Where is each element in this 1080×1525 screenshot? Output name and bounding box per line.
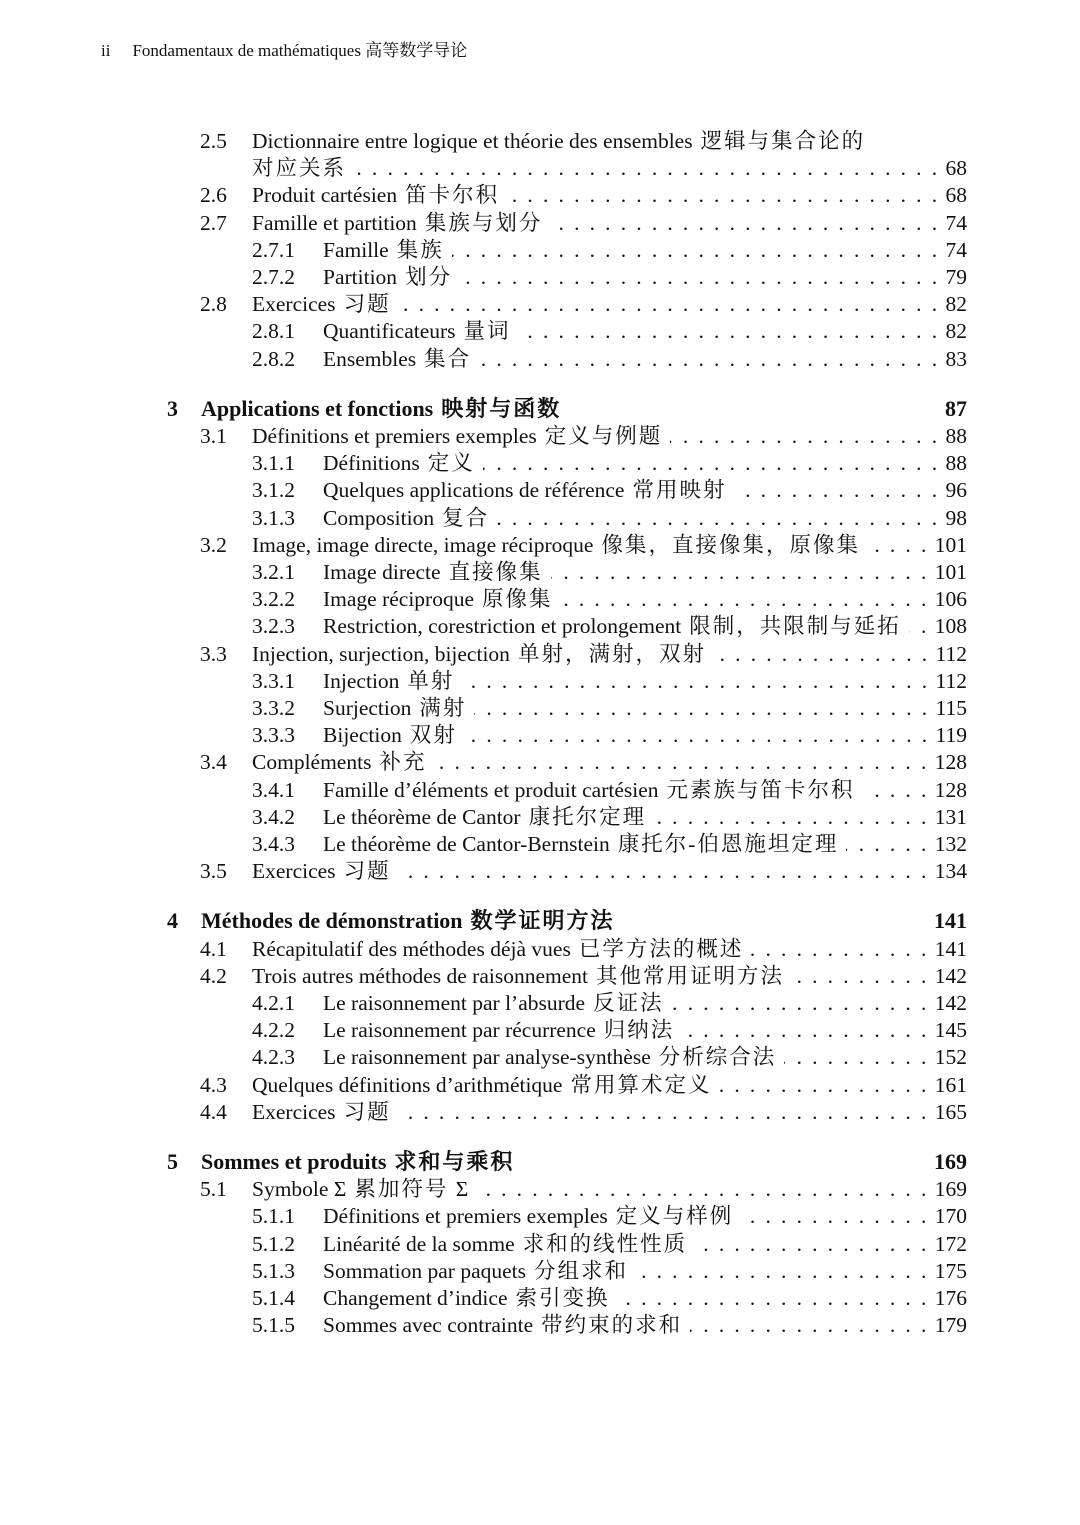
- toc-entry-page: 112: [935, 668, 967, 693]
- toc-entry-page: 88: [945, 451, 967, 476]
- toc-dot-leader: [497, 506, 939, 530]
- toc-dot-leader: [479, 347, 939, 371]
- toc-dot-leader: [399, 1100, 929, 1124]
- toc-entry-page: 161: [934, 1072, 967, 1097]
- toc-entry-title-fr: Exercices: [252, 859, 336, 884]
- toc-entry-title: [201, 1150, 514, 1174]
- toc-entry-title: [252, 292, 391, 316]
- toc-entry-title-fr: Récapitulatif des méthodes déjà vues: [252, 936, 571, 961]
- toc-entry-title: [252, 642, 706, 666]
- toc-entry-title-fr: Le raisonnement par récurrence: [323, 1018, 596, 1043]
- toc-entry-page: 145: [934, 1018, 967, 1043]
- toc-entry-page: 176: [934, 1286, 967, 1310]
- toc-entry-title: [323, 778, 855, 802]
- toc-entry-number: 2.7.1: [252, 237, 295, 262]
- toc-entry-title-fr: Sommes et produits: [201, 1149, 387, 1174]
- toc-entry-title-fr: Le théorème de Cantor-Bernstein: [323, 832, 610, 856]
- toc-entry-title-cn: 带约束的求和: [541, 1313, 683, 1338]
- toc-entry-number: 2.6: [200, 183, 227, 208]
- toc-entry[interactable]: [200, 1097, 967, 1124]
- toc-entry-title: [201, 909, 615, 933]
- toc-entry-number: 3.2.3: [252, 614, 295, 639]
- toc-entry-title-fr: Restriction, corestriction et prolongement: [323, 614, 682, 639]
- toc-entry-title: [323, 991, 664, 1015]
- toc-entry-title: [252, 937, 743, 961]
- toc-entry-number: 3.1.1: [252, 451, 295, 476]
- toc-entry-title-cn: 单射: [407, 668, 455, 693]
- toc-entry-page: 142: [934, 991, 967, 1015]
- toc-dot-leader: [846, 832, 928, 856]
- toc-entry-title-cn: 定义: [427, 451, 475, 476]
- toc-entry-title-fr: Surjection: [323, 696, 412, 720]
- toc-dot-leader: [654, 805, 929, 829]
- toc-entry-page: 112: [935, 641, 967, 666]
- toc-entry-title-cn: 映射与函数: [441, 395, 562, 421]
- toc-dot-leader: [474, 696, 929, 720]
- toc-entry-number: 4.1: [200, 936, 227, 961]
- toc-entry[interactable]: [200, 639, 967, 666]
- toc-entry-title: [323, 832, 838, 856]
- toc-entry-title: [323, 614, 901, 638]
- toc-entry-page: 79: [945, 265, 967, 289]
- toc-entry-title-fr: Quelques applications de référence: [323, 478, 625, 503]
- toc-entry[interactable]: [252, 1042, 967, 1069]
- toc-entry[interactable]: [252, 503, 967, 530]
- toc-entry[interactable]: [252, 802, 967, 829]
- toc-entry-title-cn: 累加符号 Σ: [354, 1177, 471, 1202]
- toc-entry-title-fr: Bijection: [323, 723, 402, 748]
- toc-entry-title-fr: Trois autres méthodes de raisonnement: [252, 963, 588, 988]
- header-page-number: ii: [101, 41, 111, 60]
- toc-entry-title: [323, 723, 457, 747]
- toc-dot-leader: [354, 156, 939, 180]
- toc-entry[interactable]: [252, 262, 967, 289]
- toc-entry-title-cn: 逻辑与集合论的: [700, 129, 866, 153]
- toc-dot-leader: [672, 991, 929, 1015]
- toc-entry-title-fr: Ensembles: [323, 346, 417, 371]
- toc-dot-leader: [863, 778, 929, 802]
- toc-entry-page: 96: [945, 478, 967, 503]
- toc-entry-number: 3.4.1: [252, 777, 295, 802]
- toc-entry-number: 3.5: [200, 859, 227, 884]
- toc-entry-title-cn: 元素族与笛卡尔积: [666, 777, 855, 802]
- toc-entry-title: [323, 805, 646, 829]
- toc-entry-number: 2.8.2: [252, 346, 295, 371]
- toc-entry[interactable]: [252, 344, 967, 371]
- toc-entry-title-fr: Partition: [323, 265, 398, 289]
- toc-entry-title: [323, 1045, 776, 1069]
- toc-entry-title: [252, 750, 426, 774]
- toc-entry-title: [323, 319, 511, 343]
- toc-entry-title-fr: Définitions et premiers exemples: [323, 1204, 608, 1229]
- toc-entry-page: 142: [934, 963, 967, 988]
- toc-entry-title-fr: Image réciproque: [323, 587, 475, 612]
- toc-dot-leader: [460, 265, 939, 289]
- toc-entry-title: [252, 533, 860, 557]
- toc-entry-title: [323, 265, 452, 289]
- toc-entry-title-fr: Dictionnaire entre logique et théorie des ensembles: [252, 129, 693, 153]
- toc-entry-number: 3: [167, 395, 178, 421]
- toc-entry-title-cn: 求和与乘积: [394, 1149, 515, 1174]
- toc-entry-number: 5.1: [200, 1177, 227, 1202]
- toc-dot-leader: [618, 1286, 929, 1310]
- toc-entry-page: 83: [945, 346, 967, 371]
- toc-entry[interactable]: [200, 208, 967, 235]
- toc-dot-leader: [690, 1313, 929, 1337]
- toc-entry-title-cn: 集族: [396, 237, 444, 262]
- toc-dot-leader: [551, 560, 929, 584]
- toc-entry-number: 5.1.5: [252, 1313, 295, 1338]
- toc-entry[interactable]: [252, 1256, 967, 1283]
- toc-dot-leader: [682, 1018, 928, 1042]
- toc-entry-title: [323, 238, 444, 262]
- toc-entry-page: 106: [934, 587, 967, 612]
- toc-entry-title-cn: 集合: [424, 346, 472, 371]
- toc-entry-title-fr: Exercices: [252, 292, 336, 317]
- toc-entry-title-cn: 常用映射: [632, 478, 727, 503]
- toc-entry-number: 3.1: [200, 424, 227, 448]
- toc-entry-number: 2.8.1: [252, 319, 295, 344]
- toc-entry[interactable]: [200, 289, 967, 316]
- toc-entry-title-fr: Quelques définitions d’arithmétique: [252, 1072, 563, 1097]
- toc-entry[interactable]: [200, 1070, 967, 1097]
- toc-entry-title: [323, 451, 475, 475]
- toc-dot-leader: [636, 1259, 929, 1283]
- toc-entry-title-cn: 康托尔-伯恩施坦定理: [617, 832, 839, 856]
- toc-entry-title-cn: 划分: [405, 265, 453, 289]
- toc-entry-title-cn: 原像集: [482, 587, 553, 612]
- toc-entry[interactable]: [252, 666, 967, 693]
- toc-entry[interactable]: [252, 720, 967, 747]
- toc-entry-title-fr: Image directe: [323, 560, 441, 584]
- header-running-title: Fondamentaux de mathématiques 高等数学导论: [132, 41, 468, 60]
- toc-entry[interactable]: [200, 530, 967, 557]
- toc-entry[interactable]: [252, 1229, 967, 1256]
- toc-entry-title-cn: 习题: [343, 1099, 391, 1124]
- toc-dot-leader: [478, 1177, 929, 1201]
- toc-entry-title-fr: Quantificateurs: [323, 319, 456, 344]
- toc-entry-number: 2.7: [200, 210, 227, 235]
- toc-entry-number: 4.2: [200, 963, 227, 988]
- toc-entry-page: 115: [935, 696, 967, 720]
- toc-entry[interactable]: [252, 693, 967, 720]
- toc-dot-leader: [792, 964, 929, 988]
- toc-entry-title-cn: 习题: [343, 292, 391, 317]
- toc-entry-title-cn: 量词: [463, 319, 511, 344]
- toc-entry-title: [323, 560, 543, 584]
- toc-entry-title-cn: 直接像集: [448, 560, 543, 584]
- toc-entry-title-fr: Linéarité de la somme: [323, 1231, 515, 1256]
- toc-dot-leader: [720, 1073, 929, 1097]
- toc-entry[interactable]: [200, 1174, 967, 1201]
- toc-entry-page: 87: [945, 395, 967, 421]
- toc-entry-number: 4.4: [200, 1099, 227, 1124]
- toc-entry-title: [323, 1204, 733, 1228]
- toc-entry-title: [323, 347, 471, 371]
- toc-entry-title-cn: 其他常用证明方法: [595, 963, 784, 988]
- toc-entry-page: 134: [934, 859, 967, 884]
- toc-entry-title: [323, 506, 489, 530]
- toc-entry-title-cn: 像集，直接像集，原像集: [601, 532, 860, 557]
- toc-dot-leader: [399, 292, 940, 316]
- toc-entry-page: 179: [934, 1313, 967, 1338]
- toc-entry-title-fr: Injection, surjection, bijection: [252, 641, 510, 666]
- toc-entry-page: 165: [934, 1099, 967, 1124]
- toc-entry-number: 3.3.2: [252, 696, 295, 720]
- toc-entry-title-cn: 康托尔定理: [528, 804, 647, 829]
- toc-entry-title: [323, 478, 726, 502]
- toc-entry-title-fr: Définitions et premiers exemples: [252, 424, 537, 448]
- toc-entry[interactable]: [252, 235, 967, 262]
- toc-dot-leader: [519, 319, 940, 343]
- toc-entry-title-fr: Compléments: [252, 750, 372, 775]
- toc-entry-number: 4.2.2: [252, 1018, 295, 1043]
- toc-entry-number: 4.2.3: [252, 1045, 295, 1070]
- toc-entry-title-fr: Famille d’éléments et produit cartésien: [323, 777, 659, 802]
- toc-entry[interactable]: [252, 153, 967, 180]
- toc-entry-page: 169: [934, 1149, 967, 1174]
- toc-entry[interactable]: [252, 988, 967, 1015]
- toc-entry-title-cn: 单射，满射，双射: [517, 641, 706, 666]
- toc-entry-page: 82: [945, 319, 967, 344]
- toc-dot-leader: [550, 211, 939, 235]
- toc-entry-page: 128: [934, 777, 967, 802]
- toc-entry[interactable]: [252, 611, 967, 638]
- toc-entry-title: [323, 587, 553, 611]
- toc-entry[interactable]: [252, 584, 967, 611]
- toc-entry-title: [252, 1073, 712, 1097]
- toc-entry-number: 5.1.3: [252, 1258, 295, 1283]
- toc-entry-title-fr: Famille: [323, 237, 389, 262]
- toc-entry-number: 3.2.1: [252, 560, 295, 584]
- toc-entry-title-cn: 笛卡尔积: [405, 183, 500, 208]
- toc-entry-number: 4: [167, 908, 178, 934]
- toc-dot-leader: [784, 1045, 928, 1069]
- toc-entry-title-cn: 归纳法: [603, 1018, 675, 1043]
- toc-dot-leader: [462, 669, 929, 693]
- toc-entry-title-fr: Applications et fonctions: [201, 395, 434, 421]
- toc-entry-number: 3.4: [200, 750, 227, 775]
- toc-dot-leader: [868, 533, 929, 557]
- toc-entry-page: 172: [934, 1231, 967, 1256]
- toc-entry-page: 141: [934, 936, 967, 961]
- toc-entry-title-cn: 定义与例题: [544, 424, 663, 448]
- toc-entry-number: 5.1.4: [252, 1286, 295, 1310]
- toc-entry[interactable]: [200, 961, 967, 988]
- toc-entry[interactable]: [200, 421, 967, 448]
- toc-entry-title-fr: Injection: [323, 668, 400, 693]
- toc-chapter-entry[interactable]: [167, 394, 967, 421]
- toc-entry-page: 68: [945, 183, 967, 208]
- toc-entry-title-cn: 复合: [442, 505, 490, 530]
- toc-dot-leader: [909, 614, 929, 638]
- toc-entry-number: 3.3.1: [252, 668, 295, 693]
- toc-entry-title-cn: 数学证明方法: [470, 908, 615, 934]
- toc-dot-leader: [670, 424, 939, 448]
- toc-entry-title-fr: Sommes avec contrainte: [323, 1313, 534, 1338]
- toc-entry-number: 2.5: [200, 129, 227, 153]
- toc-entry-number: 5.1.1: [252, 1204, 295, 1229]
- toc-entry-page: 88: [945, 424, 967, 448]
- toc-entry-page: 98: [945, 505, 967, 530]
- toc-entry-number: 3.2.2: [252, 587, 295, 612]
- toc-entry-number: 4.3: [200, 1072, 227, 1097]
- toc-entry-title-cn: 对应关系: [252, 156, 347, 181]
- toc-dot-leader: [452, 238, 940, 262]
- toc-entry-page: 82: [945, 292, 967, 317]
- toc-entry-number: 2.8: [200, 292, 227, 317]
- toc-entry-title: [323, 669, 454, 693]
- toc-entry-page: 119: [935, 723, 967, 748]
- toc-entry-title-fr: Changement d’indice: [323, 1286, 508, 1310]
- toc-entry-page: 131: [934, 804, 967, 829]
- toc-entry[interactable]: [200, 126, 967, 153]
- toc-entry-title-cn: 常用算术定义: [570, 1072, 712, 1097]
- toc-entry-title-fr: Composition: [323, 505, 435, 530]
- toc-entry-title-fr: Produit cartésien: [252, 183, 398, 208]
- toc-entry-page: 128: [934, 750, 967, 775]
- toc-entry-title: [252, 1177, 470, 1201]
- toc-dot-leader: [507, 183, 939, 207]
- toc-chapter-entry[interactable]: [167, 1147, 967, 1174]
- toc-entry-page: 175: [934, 1258, 967, 1283]
- toc-entry-title-cn: 分组求和: [534, 1258, 629, 1283]
- toc-entry-title: [252, 859, 391, 883]
- toc-entry-number: 3.1.3: [252, 505, 295, 530]
- toc-chapter-entry[interactable]: [167, 906, 967, 933]
- toc-entry[interactable]: [200, 856, 967, 883]
- toc-entry[interactable]: [252, 775, 967, 802]
- toc-dot-leader: [751, 937, 928, 961]
- toc-entry-page: 169: [934, 1177, 967, 1202]
- toc-entry[interactable]: [252, 1015, 967, 1042]
- toc-entry-title-cn: 满射: [419, 696, 467, 720]
- toc-entry-title-cn: 分析综合法: [658, 1045, 777, 1070]
- toc-entry-number: 3.3: [200, 641, 227, 666]
- toc-entry-number: 5.1.2: [252, 1231, 295, 1256]
- toc-entry-title-cn: 集族与划分: [424, 210, 543, 235]
- toc-entry-title: [323, 1232, 687, 1256]
- toc-entry-title-fr: Famille et partition: [252, 210, 417, 235]
- toc-entry-title-fr: Le théorème de Cantor: [323, 804, 521, 829]
- toc-entry-number: 5: [167, 1149, 178, 1174]
- toc-entry-title-cn: 限制，共限制与延拓: [689, 614, 901, 639]
- toc-entry[interactable]: [200, 180, 967, 207]
- toc-entry-title-cn: 习题: [343, 859, 391, 884]
- toc-entry-title-fr: Le raisonnement par l’absurde: [323, 991, 586, 1015]
- toc-entry-title-fr: Sommation par paquets: [323, 1258, 527, 1283]
- toc-entry-title: [323, 1286, 610, 1310]
- toc-entry-title: [323, 1018, 674, 1042]
- toc-entry-page: 141: [934, 908, 967, 934]
- toc-dot-leader: [734, 478, 939, 502]
- toc-dot-leader: [695, 1232, 929, 1256]
- toc-entry-title: [323, 1313, 682, 1337]
- toc-entry-title: [252, 1100, 391, 1124]
- toc-entry-title-cn: 已学方法的概述: [578, 936, 744, 961]
- toc-entry-title-cn: 反证法: [593, 991, 664, 1015]
- toc-dot-leader: [483, 451, 940, 475]
- toc-entry-title: [323, 1259, 628, 1283]
- toc-entry-title: [323, 696, 466, 720]
- toc-entry-title-cn: 定义与样例: [615, 1204, 734, 1229]
- toc-dot-leader: [714, 642, 930, 666]
- toc-entry-title: [252, 424, 662, 448]
- toc-entry[interactable]: [252, 448, 967, 475]
- toc-dot-leader: [741, 1204, 928, 1228]
- toc-entry-title-cn: 双射: [409, 723, 457, 748]
- toc-entry-title: [201, 397, 561, 421]
- toc-entry-title-fr: Le raisonnement par analyse-synthèse: [323, 1045, 651, 1070]
- toc-entry-title-fr: Méthodes de démonstration: [201, 908, 463, 934]
- toc-entry[interactable]: [252, 1283, 967, 1310]
- toc-entry-title: [252, 211, 542, 235]
- toc-entry-number: 3.4.2: [252, 804, 295, 829]
- toc-entry-page: 108: [934, 614, 967, 639]
- toc-entry-page: 170: [934, 1204, 967, 1229]
- toc-entry-title: [252, 964, 784, 988]
- toc-entry-page: 152: [934, 1045, 967, 1070]
- toc-entry[interactable]: [252, 1310, 967, 1337]
- toc-entry-number: 4.2.1: [252, 991, 295, 1015]
- toc-entry-page: 68: [945, 156, 967, 181]
- toc-entry-number: 3.2: [200, 532, 227, 557]
- toc-entry[interactable]: [252, 475, 967, 502]
- toc-entry-number: 2.7.2: [252, 265, 295, 289]
- toc-entry[interactable]: [252, 316, 967, 343]
- toc-entry-title: [252, 183, 499, 207]
- toc-entry[interactable]: [252, 1201, 967, 1228]
- toc-dot-leader: [434, 750, 928, 774]
- toc-entry[interactable]: [200, 934, 967, 961]
- toc-entry[interactable]: [252, 829, 967, 856]
- toc-entry-title: [252, 156, 346, 180]
- toc-dot-leader: [561, 587, 929, 611]
- toc-entry-title-cn: 补充: [379, 750, 427, 775]
- toc-dot-leader: [399, 859, 929, 883]
- toc-entry-title-fr: Définitions: [323, 451, 420, 476]
- toc-entry-page: 132: [934, 832, 967, 856]
- toc-entry-title-cn: 索引变换: [515, 1286, 610, 1310]
- toc-entry-title-cn: 求和的线性性质: [522, 1231, 688, 1256]
- toc-dot-leader: [465, 723, 930, 747]
- toc-entry[interactable]: [200, 747, 967, 774]
- toc-entry-title: [252, 129, 865, 153]
- toc-entry-title-fr: Image, image directe, image réciproque: [252, 532, 594, 557]
- toc-entry-page: 101: [934, 532, 967, 557]
- toc-entry-page: 74: [945, 210, 967, 235]
- toc-entry-title-fr: Exercices: [252, 1099, 336, 1124]
- toc-entry[interactable]: [252, 557, 967, 584]
- toc-entry-number: 3.1.2: [252, 478, 295, 503]
- toc-entry-page: 74: [945, 237, 967, 262]
- toc-entry-number: 3.4.3: [252, 832, 295, 856]
- toc-entry-page: 101: [934, 560, 967, 584]
- toc-entry-title-fr: Symbole Σ: [252, 1177, 347, 1202]
- toc-entry-number: 3.3.3: [252, 723, 295, 748]
